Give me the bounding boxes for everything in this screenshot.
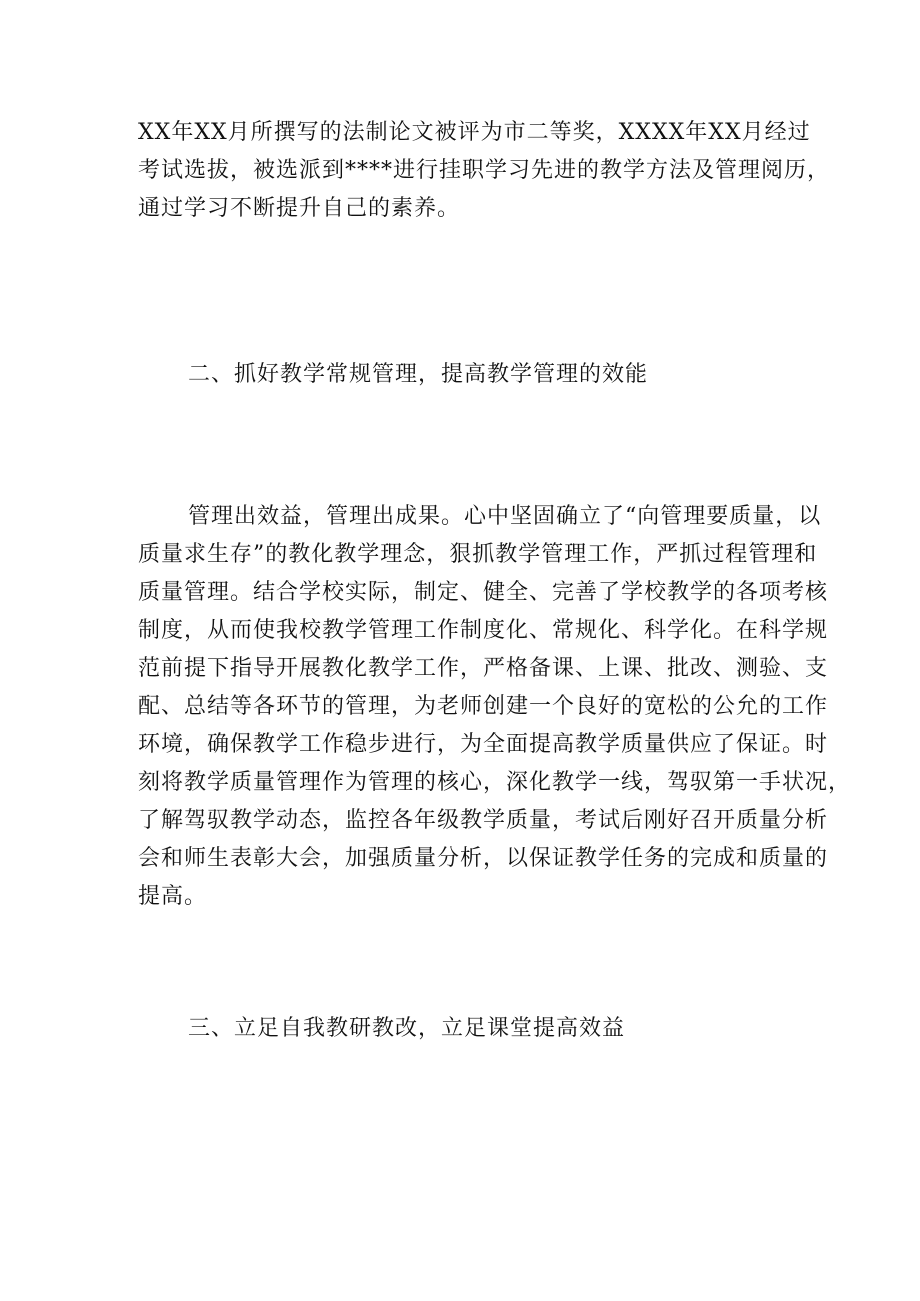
paragraph-line: 环境，确保教学工作稳步进行，为全面提高教学质量供应了保证。时: [138, 732, 829, 757]
paragraph-line: 范前提下指导开展教化教学工作，严格备课、上课、批改、测验、支: [138, 656, 829, 681]
paragraph-line: 提高。: [138, 884, 208, 909]
paragraph-line: 管理出效益，管理出成果。心中坚固确立了“向管理要质量，以: [188, 504, 822, 529]
paragraph-line: 通过学习不断提升自己的素养。: [138, 196, 461, 221]
section-heading-teaching-management: 二、抓好教学常规管理，提高教学管理的效能: [188, 362, 649, 387]
paragraph-line: 考试选拔，被选派到****进行挂职学习先进的教学方法及管理阅历，: [138, 158, 831, 183]
paragraph-line: XX年XX月所撰写的法制论文被评为市二等奖，XXXX年XX月经过: [138, 120, 811, 145]
paragraph-line: 质量求生存”的教化教学理念，狠抓教学管理工作，严抓过程管理和: [138, 542, 818, 567]
paragraph-line: 质量管理。结合学校实际，制定、健全、完善了学校教学的各项考核: [138, 580, 829, 605]
paragraph-line: 制度，从而使我校教学管理工作制度化、常规化、科学化。在科学规: [138, 618, 829, 643]
section-heading-teaching-research: 三、立足自我教研教改，立足课堂提高效益: [188, 1016, 626, 1041]
paragraph-line: 了解驾驭教学动态，监控各年级教学质量，考试后刚好召开质量分析: [138, 808, 829, 833]
paragraph-line: 会和师生表彰大会，加强质量分析，以保证教学任务的完成和质量的: [138, 846, 829, 871]
paragraph-line: 配、总结等各环节的管理，为老师创建一个良好的宽松的公允的工作: [138, 694, 829, 719]
paragraph-management-quality: [138, 498, 852, 916]
paragraph-award-and-training: [138, 114, 831, 228]
paragraph-line: 刻将教学质量管理作为管理的核心，深化教学一线，驾驭第一手状况，: [138, 770, 852, 795]
